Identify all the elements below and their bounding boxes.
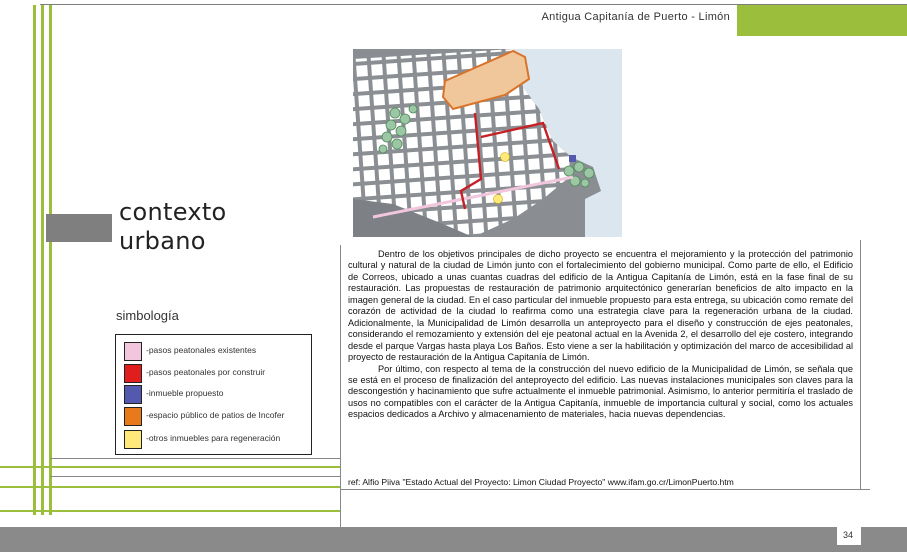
section-title	[119, 198, 227, 256]
green-vertical-rule-3	[49, 5, 52, 515]
legend-swatch	[124, 430, 142, 449]
green-horizontal-rule-2	[0, 486, 340, 488]
gray-vertical-rule-right	[860, 240, 861, 490]
legend-label: -pasos peatonales por construir	[146, 367, 266, 377]
urban-context-map	[353, 49, 622, 237]
page-number: 34	[843, 530, 854, 540]
body-text	[348, 249, 853, 421]
header-title: Antigua Capitanía de Puerto - Limón	[541, 11, 730, 23]
legend-swatch	[124, 385, 142, 404]
body-paragraph-2: Por último, con respecto al tema de la construcción del nuevo edificio de la Municipalidad de Limón, se señala que se está en el proceso de finalización del anteproyecto del edificio. Las nuevas instalaciones municipales son claves para la descongestión y hacinamiento que sufre actualmente el inmueble patrimonial. Asimismo, lo anterior permitiría el traslado de usos no compatibles con el carácter de la Antigua Capitanía, inmueble de importancia cultural y social, como los actuales espacios dedicados a Archivo y almacenamiento de materiales, hacia nuevas dependencias.	[348, 363, 853, 420]
legend-swatch	[124, 407, 142, 426]
section-title-line1: contexto	[119, 198, 227, 226]
legend-swatch	[124, 364, 142, 383]
green-horizontal-rule-1	[0, 466, 340, 468]
green-horizontal-rule-3	[0, 510, 340, 512]
body-paragraph-1: Dentro de los objetivos principales de dicho proyecto se encuentra el mejoramiento y la protección del patrimonio cultural y natural de la ciudad de Limón junto con el fortalecimiento del gobierno municipal. Como parte de ello, el Edificio de Correos, ubicado a unas cuantas cuadras del edificio de la Antigua Capitanía de Limón, está en la fase final de su restauración. Las propuestas de restauración de patrimonio arquitectónico generarían beneficios de alto impacto en la imagen general de la ciudad. En el caso particular del inmueble propuesto para esta entrega, su ubicación como remate del corazón de actividad de la ciudad lo reafirma como una estrategia clave para la regeneración urbana de la ciudad. Adicionalmente, la Municipalidad de Limón desarrolla un anteproyecto para el diseño y construcción de ejes peatonales, considerando el remozamiento y extensión del eje peatonal actual en la Avenida 2, el desarrollo del eje costero, integrando desde el parque Vargas hasta playa Los Baños. Esto viene a ser la habilitación y optimización del marco de accesibilidad al proyecto de restauración de la Antigua Capitanía de Limón.	[348, 249, 853, 363]
legend-heading: simbología	[116, 308, 179, 323]
gray-vertical-rule	[340, 245, 341, 527]
legend-label: -pasos peatonales existentes	[146, 345, 257, 355]
header-accent-bar	[737, 5, 907, 36]
green-vertical-rule-2	[41, 5, 44, 515]
title-gray-block	[46, 214, 112, 242]
gray-horizontal-rule-3	[340, 489, 870, 490]
legend-label: -espacio público de patios de Incofer	[146, 410, 285, 420]
gray-horizontal-rule-2	[50, 476, 340, 477]
reference-line: ref: Alfio Piiva "Estado Actual del Proyecto: Limon Ciudad Proyecto" www.ifam.go.cr/LimonPuerto.htm	[348, 477, 734, 487]
footer-bar	[0, 527, 907, 552]
gray-horizontal-rule-1	[50, 458, 340, 459]
legend-swatch	[124, 342, 142, 361]
legend-label: -otros inmuebles para regeneración	[146, 433, 281, 443]
legend-label: -inmueble propuesto	[146, 388, 224, 398]
legend-box	[115, 334, 312, 455]
section-title-line2: urbano	[119, 227, 206, 255]
green-vertical-rule-1	[33, 5, 36, 515]
